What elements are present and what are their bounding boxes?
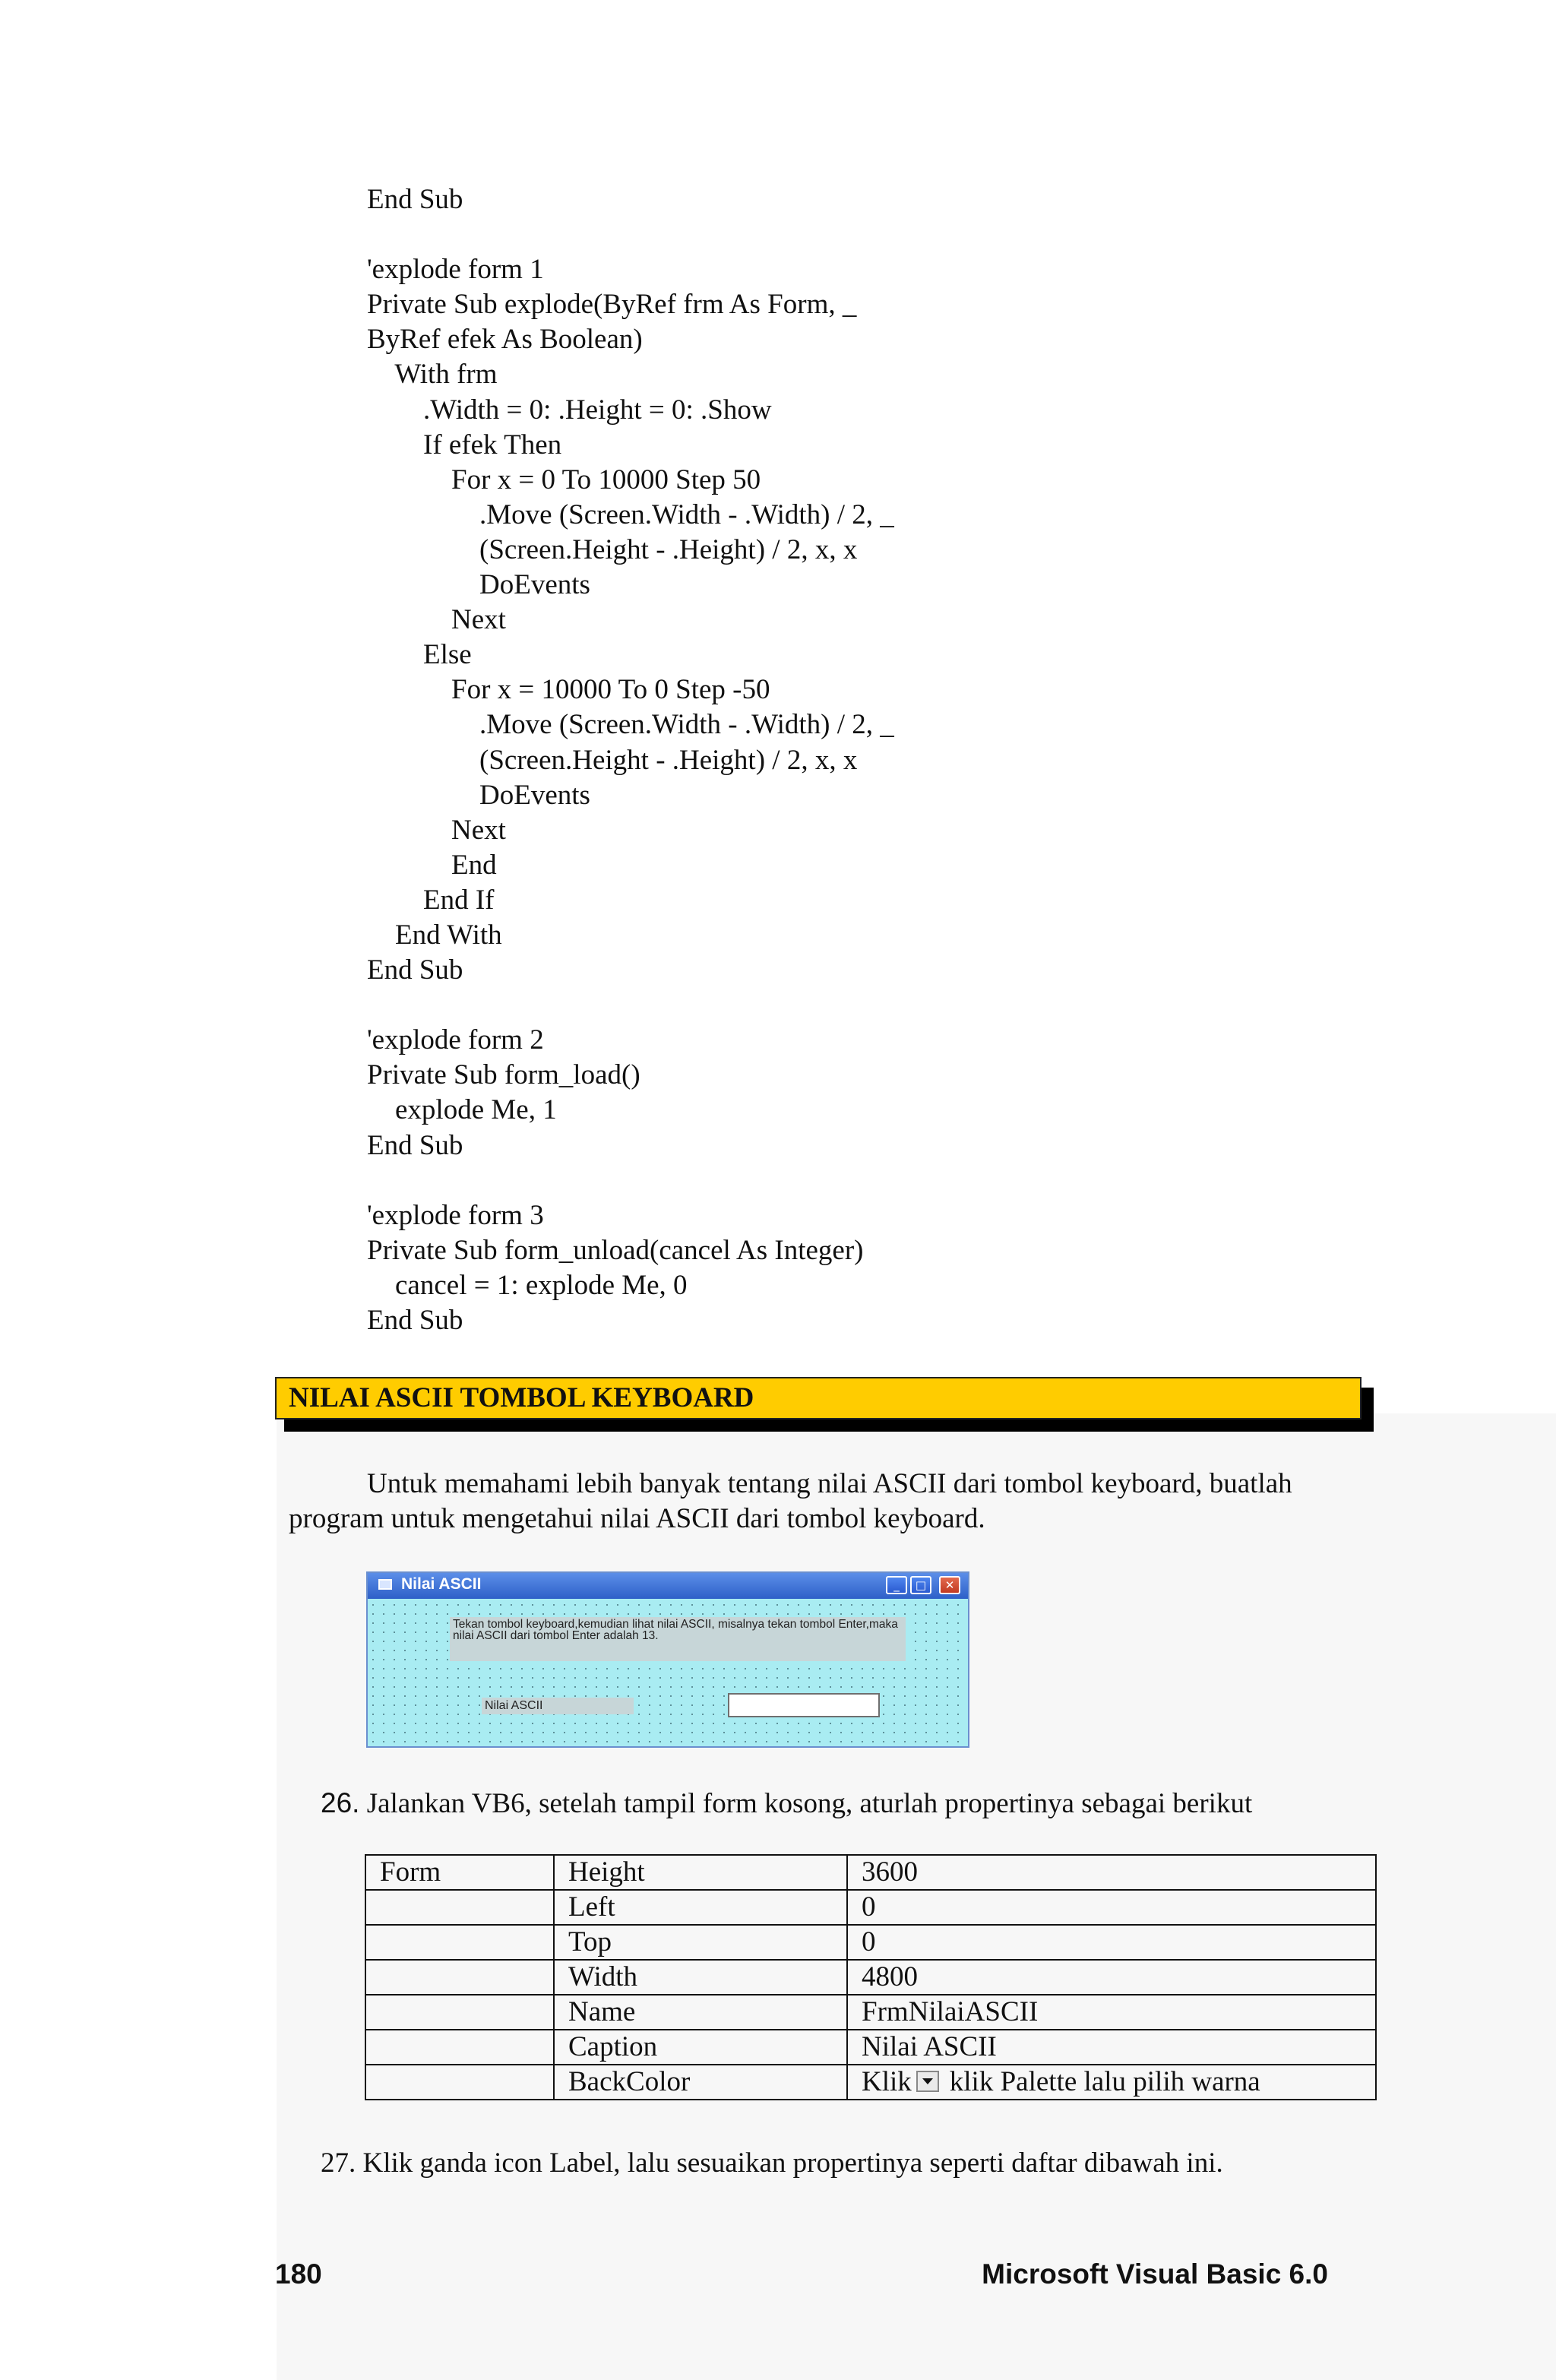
step-26 bbox=[321, 1786, 1252, 1821]
code-line: .Move (Screen.Width - .Width) / 2, _ bbox=[367, 498, 894, 530]
step-26-text: Jalankan VB6, setelah tampil form kosong, aturlah propertinya sebagai berikut bbox=[366, 1788, 1253, 1819]
value-prefix: Klik bbox=[862, 2066, 912, 2097]
intro-paragraph-text: Untuk memahami lebih banyak tentang nilai ASCII dari tombol keyboard, buatlah program untuk mengetahui nilai ASCII dari tombol keyboard. bbox=[289, 1468, 1292, 1534]
code-line: Else bbox=[367, 639, 472, 671]
table-row bbox=[365, 1960, 1376, 1995]
table-cell-object bbox=[365, 1960, 554, 1995]
code-line: cancel = 1: explode Me, 0 bbox=[367, 1269, 688, 1301]
section-heading bbox=[275, 1377, 1362, 1419]
table-cell-value: 4800 bbox=[847, 1960, 1376, 1995]
table-cell-value: 3600 bbox=[847, 1855, 1376, 1890]
maximize-icon: □ bbox=[910, 1576, 931, 1594]
code-line: DoEvents bbox=[367, 779, 590, 811]
vb-label-instruction: Tekan tombol keyboard,kemudian lihat nilai ASCII, misalnya tekan tombol Enter,maka nilai ASCII dari tombol Enter adalah 13. bbox=[450, 1617, 906, 1661]
table-cell-property: Name bbox=[554, 1995, 847, 2030]
code-line: End With bbox=[367, 919, 502, 951]
table-cell-property: Width bbox=[554, 1960, 847, 1995]
value-suffix: klik Palette lalu pilih warna bbox=[949, 2066, 1260, 2097]
code-line: ByRef efek As Boolean) bbox=[367, 324, 643, 356]
table-cell-object bbox=[365, 2065, 554, 2100]
code-line: If efek Then bbox=[367, 429, 562, 460]
code-line: End If bbox=[367, 884, 495, 916]
step-26-number: 26. bbox=[321, 1787, 360, 1818]
table-cell-object bbox=[365, 2030, 554, 2065]
vb-textbox bbox=[728, 1693, 880, 1717]
properties-table bbox=[365, 1854, 1377, 2100]
code-line: DoEvents bbox=[367, 569, 590, 601]
dropdown-arrow-icon bbox=[916, 2071, 939, 2092]
code-line: (Screen.Height - .Height) / 2, x, x bbox=[367, 744, 858, 776]
code-line: Private Sub explode(ByRef frm As Form, _ bbox=[367, 289, 857, 321]
page-number: 180 bbox=[275, 2258, 322, 2290]
table-cell-object bbox=[365, 1995, 554, 2030]
code-line: .Move (Screen.Width - .Width) / 2, _ bbox=[367, 709, 894, 741]
code-line: (Screen.Height - .Height) / 2, x, x bbox=[367, 533, 858, 565]
code-line: Private Sub form_unload(cancel As Integer) bbox=[367, 1234, 864, 1266]
step-27-text: 27. Klik ganda icon Label, lalu sesuaikan propertinya seperti daftar dibawah ini. bbox=[321, 2147, 1223, 2179]
table-cell-property: Caption bbox=[554, 2030, 847, 2065]
code-line: explode Me, 1 bbox=[367, 1094, 557, 1126]
table-cell-value bbox=[847, 2065, 1376, 2100]
table-cell-object bbox=[365, 1890, 554, 1925]
table-cell-value: Nilai ASCII bbox=[847, 2030, 1376, 2065]
code-line bbox=[367, 1163, 1355, 1198]
table-row bbox=[365, 2030, 1376, 2065]
table-row bbox=[365, 1855, 1376, 1890]
code-listing bbox=[367, 182, 1355, 1338]
code-line: 'explode form 2 bbox=[367, 1024, 544, 1056]
code-line: Next bbox=[367, 604, 506, 636]
code-line bbox=[367, 217, 1355, 252]
close-icon: ✕ bbox=[939, 1576, 960, 1594]
vb-form-title: Nilai ASCII bbox=[401, 1575, 482, 1593]
code-line: .Width = 0: .Height = 0: .Show bbox=[367, 394, 772, 426]
code-line: For x = 10000 To 0 Step -50 bbox=[367, 674, 770, 706]
code-line: For x = 0 To 10000 Step 50 bbox=[367, 464, 761, 495]
code-line: Private Sub form_load() bbox=[367, 1059, 640, 1091]
intro-paragraph bbox=[289, 1467, 1383, 1537]
code-line: End Sub bbox=[367, 1305, 463, 1336]
code-line: Next bbox=[367, 814, 506, 846]
vb-form-screenshot bbox=[366, 1571, 969, 1748]
minimize-icon: _ bbox=[886, 1576, 907, 1594]
table-cell-property: BackColor bbox=[554, 2065, 847, 2100]
vb-form-titlebar bbox=[368, 1573, 968, 1599]
book-title: Microsoft Visual Basic 6.0 bbox=[982, 2258, 1328, 2290]
table-cell-value: FrmNilaiASCII bbox=[847, 1995, 1376, 2030]
table-row bbox=[365, 2065, 1376, 2100]
table-cell-value: 0 bbox=[847, 1925, 1376, 1960]
table-cell-property: Top bbox=[554, 1925, 847, 1960]
section-heading-text: NILAI ASCII TOMBOL KEYBOARD bbox=[289, 1382, 754, 1413]
code-line: 'explode form 1 bbox=[367, 254, 544, 286]
code-line bbox=[367, 988, 1355, 1023]
table-cell-property: Left bbox=[554, 1890, 847, 1925]
code-line: End Sub bbox=[367, 1129, 463, 1161]
code-line: 'explode form 3 bbox=[367, 1199, 544, 1231]
step-27 bbox=[321, 2146, 1223, 2181]
vb-label-nilai: Nilai ASCII bbox=[482, 1698, 634, 1714]
table-cell-value: 0 bbox=[847, 1890, 1376, 1925]
code-line: End bbox=[367, 849, 497, 881]
code-line: With frm bbox=[367, 359, 498, 391]
form-icon bbox=[378, 1579, 392, 1590]
code-line: End Sub bbox=[367, 184, 463, 215]
table-cell-object: Form bbox=[365, 1855, 554, 1890]
code-line: End Sub bbox=[367, 954, 463, 986]
table-cell-property: Height bbox=[554, 1855, 847, 1890]
table-cell-object bbox=[365, 1925, 554, 1960]
table-row bbox=[365, 1890, 1376, 1925]
table-row bbox=[365, 1925, 1376, 1960]
table-row bbox=[365, 1995, 1376, 2030]
